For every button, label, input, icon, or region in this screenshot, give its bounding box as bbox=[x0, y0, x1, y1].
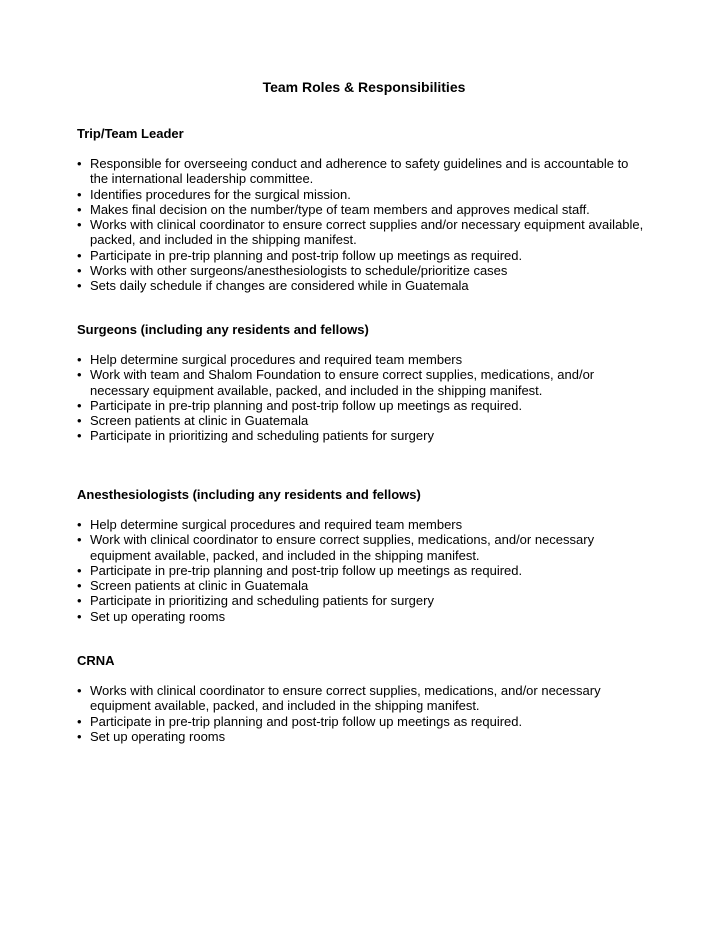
bullet-icon: • bbox=[77, 428, 82, 444]
list-item: • Works with clinical coordinator to ensure correct supplies and/or necessary equipment available, packed, and included in the shipping manifest. bbox=[77, 217, 644, 248]
list-item: • Makes final decision on the number/type of team members and approves medical staff. bbox=[77, 201, 590, 217]
list-item: • Sets daily schedule if changes are considered while in Guatemala bbox=[77, 278, 469, 294]
bullet-icon: • bbox=[77, 593, 82, 609]
bullet-icon: • bbox=[77, 247, 82, 263]
list-item: • Help determine surgical procedures and required team members bbox=[77, 517, 463, 532]
bullet-icon: • bbox=[77, 156, 82, 171]
bullet-icon: • bbox=[77, 517, 82, 532]
bullet-icon: • bbox=[77, 532, 82, 548]
bullet-icon: • bbox=[77, 186, 82, 202]
list-item: • Participate in pre-trip planning and post-trip follow up meetings as required. bbox=[77, 397, 523, 413]
list-item: • Set up operating rooms bbox=[77, 608, 226, 624]
list-item: • Participate in prioritizing and scheduling patients for surgery bbox=[77, 593, 434, 609]
anesthesiologists-list bbox=[77, 517, 594, 624]
bullet-icon: • bbox=[77, 728, 82, 744]
list-item: • Participate in pre-trip planning and post-trip follow up meetings as required. bbox=[77, 562, 523, 578]
list-item: • Participate in pre-trip planning and post-trip follow up meetings as required. bbox=[77, 247, 523, 263]
list-item: • Participate in pre-trip planning and post-trip follow up meetings as required. bbox=[77, 713, 523, 729]
section-heading-trip-team-leader: Trip/Team Leader bbox=[77, 126, 184, 141]
list-item: • Screen patients at clinic in Guatemala bbox=[77, 578, 309, 594]
list-item: • Responsible for overseeing conduct and adherence to safety guidelines and is accountable to the international leadership committee. bbox=[77, 156, 629, 187]
section-heading-anesthesiologists: Anesthesiologists (including any residents and fellows) bbox=[77, 487, 421, 502]
bullet-icon: • bbox=[77, 263, 82, 279]
bullet-icon: • bbox=[77, 608, 82, 624]
section-heading-crna: CRNA bbox=[77, 653, 115, 668]
trip-team-leader-list bbox=[77, 156, 643, 294]
bullet-icon: • bbox=[77, 683, 82, 698]
bullet-icon: • bbox=[77, 201, 82, 217]
list-item: • Works with clinical coordinator to ensure correct supplies, medications, and/or necessary equipment available, packed, and included in the shipping manifest. bbox=[77, 683, 601, 714]
bullet-icon: • bbox=[77, 217, 82, 233]
list-item: • Set up operating rooms bbox=[77, 728, 226, 744]
list-item: • Help determine surgical procedures and required team members bbox=[77, 352, 463, 367]
bullet-icon: • bbox=[77, 397, 82, 413]
list-item: • Screen patients at clinic in Guatemala bbox=[77, 413, 309, 429]
list-item: • Works with other surgeons/anesthesiologists to schedule/prioritize cases bbox=[77, 263, 508, 279]
bullet-icon: • bbox=[77, 367, 82, 383]
bullet-icon: • bbox=[77, 713, 82, 729]
bullet-icon: • bbox=[77, 562, 82, 578]
bullet-icon: • bbox=[77, 578, 82, 594]
section-heading-surgeons: Surgeons (including any residents and fellows) bbox=[77, 322, 369, 337]
crna-list bbox=[77, 683, 601, 744]
document-title: Team Roles & Responsibilities bbox=[262, 79, 466, 95]
list-item: • Identifies procedures for the surgical mission. bbox=[77, 186, 351, 202]
bullet-icon: • bbox=[77, 413, 82, 429]
list-item: • Participate in prioritizing and scheduling patients for surgery bbox=[77, 428, 434, 444]
list-item: • Work with team and Shalom Foundation to ensure correct supplies, medications, and/or necessary equipment available, packed, and included in the shipping manifest. bbox=[77, 367, 595, 398]
bullet-icon: • bbox=[77, 278, 82, 294]
bullet-icon: • bbox=[77, 352, 82, 367]
surgeons-list bbox=[77, 352, 594, 444]
list-item: • Work with clinical coordinator to ensure correct supplies, medications, and/or necessary equipment available, packed, and included in the shipping manifest. bbox=[77, 532, 595, 563]
